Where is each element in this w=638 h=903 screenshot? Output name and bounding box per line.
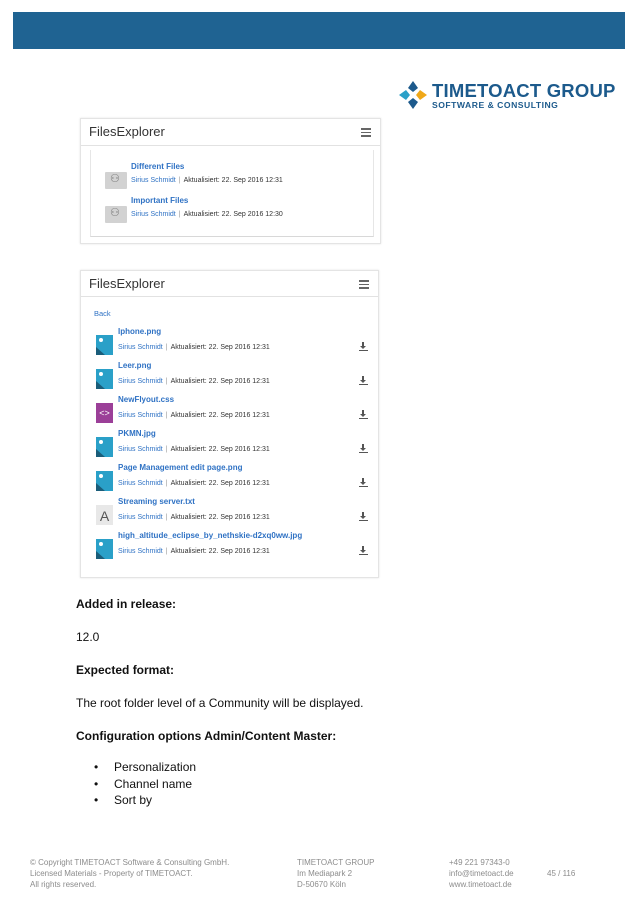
footer-copyright bbox=[30, 857, 229, 890]
footer-line: TIMETOACT GROUP bbox=[297, 858, 375, 867]
download-icon[interactable] bbox=[359, 478, 368, 487]
image-file-icon bbox=[96, 471, 113, 491]
image-file-icon bbox=[96, 539, 113, 559]
panel-divider bbox=[81, 296, 378, 297]
bullet-marker: • bbox=[94, 760, 99, 774]
expected-format-value: The root folder level of a Community will be displayed. bbox=[76, 696, 364, 710]
footer-line: © Copyright TIMETOACT Software & Consulting GmbH. bbox=[30, 858, 230, 867]
menu-icon[interactable] bbox=[361, 128, 371, 136]
updated-date: Aktualisiert: 22. Sep 2016 12:31 bbox=[170, 548, 270, 555]
updated-date: Aktualisiert: 22. Sep 2016 12:31 bbox=[170, 446, 270, 453]
panel-title: FilesExplorer bbox=[89, 124, 165, 139]
author-link[interactable]: Sirius Schmidt bbox=[131, 177, 176, 184]
folder-name[interactable]: Important Files bbox=[131, 196, 189, 205]
author-link[interactable]: Sirius Schmidt bbox=[118, 378, 163, 385]
file-meta: Sirius Schmidt | Aktualisiert: 22. Sep 2016 12:31 bbox=[118, 514, 270, 521]
file-meta: Sirius Schmidt | Aktualisiert: 22. Sep 2016 12:31 bbox=[118, 378, 270, 385]
company-logo bbox=[398, 80, 616, 110]
file-name[interactable]: Page Management edit page.png bbox=[118, 463, 243, 472]
back-link[interactable]: Back bbox=[94, 309, 111, 318]
author-link[interactable]: Sirius Schmidt bbox=[118, 446, 163, 453]
menu-icon[interactable] bbox=[359, 280, 369, 288]
header-bar bbox=[13, 12, 625, 49]
file-item[interactable] bbox=[96, 395, 368, 425]
file-item[interactable] bbox=[96, 463, 368, 493]
logo-tagline: SOFTWARE & CONSULTING bbox=[432, 100, 559, 110]
file-item[interactable] bbox=[96, 327, 368, 357]
download-icon[interactable] bbox=[359, 546, 368, 555]
download-icon[interactable] bbox=[359, 376, 368, 385]
updated-date: Aktualisiert: 22. Sep 2016 12:31 bbox=[183, 177, 283, 184]
file-name[interactable]: high_altitude_eclipse_by_nethskie-d2xq0ww.jpg bbox=[118, 531, 303, 540]
file-name[interactable]: Iphone.png bbox=[118, 327, 162, 336]
footer-line: info@timetoact.de bbox=[449, 869, 514, 878]
updated-date: Aktualisiert: 22. Sep 2016 12:31 bbox=[170, 480, 270, 487]
folder-icon bbox=[105, 206, 127, 223]
footer-line: www.timetoact.de bbox=[449, 880, 512, 889]
author-link[interactable]: Sirius Schmidt bbox=[118, 514, 163, 521]
updated-date: Aktualisiert: 22. Sep 2016 12:31 bbox=[170, 344, 270, 351]
footer-line: D-50670 Köln bbox=[297, 880, 346, 889]
download-icon[interactable] bbox=[359, 342, 368, 351]
code-file-icon: <> bbox=[96, 403, 113, 423]
author-link[interactable]: Sirius Schmidt bbox=[131, 211, 176, 218]
updated-date: Aktualisiert: 22. Sep 2016 12:31 bbox=[170, 378, 270, 385]
download-icon[interactable] bbox=[359, 512, 368, 521]
bullet-marker: • bbox=[94, 793, 99, 807]
file-meta: Sirius Schmidt | Aktualisiert: 22. Sep 2016 12:31 bbox=[118, 412, 270, 419]
footer-line: Im Mediapark 2 bbox=[297, 869, 353, 878]
author-link[interactable]: Sirius Schmidt bbox=[118, 412, 163, 419]
config-option-item: Channel name bbox=[114, 777, 193, 791]
folder-meta: Sirius Schmidt | Aktualisiert: 22. Sep 2016 12:30 bbox=[131, 211, 283, 218]
page-number: 45 / 116 bbox=[547, 869, 576, 878]
folder-icon bbox=[105, 172, 127, 189]
file-name[interactable]: Streaming server.txt bbox=[118, 497, 195, 506]
updated-date: Aktualisiert: 22. Sep 2016 12:31 bbox=[170, 514, 270, 521]
file-item[interactable] bbox=[96, 531, 368, 561]
author-link[interactable]: Sirius Schmidt bbox=[118, 548, 163, 555]
folder-name[interactable]: Different Files bbox=[131, 162, 185, 171]
file-name[interactable]: PKMN.jpg bbox=[118, 429, 156, 438]
added-in-release-label: Added in release: bbox=[76, 597, 177, 611]
folder-item[interactable] bbox=[105, 196, 315, 232]
image-file-icon bbox=[96, 369, 113, 389]
file-name[interactable]: Leer.png bbox=[118, 361, 152, 370]
file-meta: Sirius Schmidt | Aktualisiert: 22. Sep 2016 12:31 bbox=[118, 480, 270, 487]
updated-date: Aktualisiert: 22. Sep 2016 12:30 bbox=[183, 211, 283, 218]
footer-contact bbox=[449, 857, 514, 890]
added-in-release-value: 12.0 bbox=[76, 630, 100, 644]
expected-format-label: Expected format: bbox=[76, 663, 175, 677]
download-icon[interactable] bbox=[359, 444, 368, 453]
config-options-label: Configuration options Admin/Content Master: bbox=[76, 729, 337, 743]
author-link[interactable]: Sirius Schmidt bbox=[118, 344, 163, 351]
panel-title: FilesExplorer bbox=[89, 276, 165, 291]
logo-mark-icon bbox=[398, 80, 428, 110]
author-link[interactable]: Sirius Schmidt bbox=[118, 480, 163, 487]
file-item[interactable] bbox=[96, 497, 368, 527]
footer-address bbox=[297, 857, 375, 890]
footer-line: All rights reserved. bbox=[30, 880, 97, 889]
folder-item[interactable] bbox=[105, 162, 315, 198]
folder-meta: Sirius Schmidt | Aktualisiert: 22. Sep 2016 12:31 bbox=[131, 177, 283, 184]
file-name[interactable]: NewFlyout.css bbox=[118, 395, 175, 404]
bullet-marker: • bbox=[94, 777, 99, 791]
file-meta: Sirius Schmidt | Aktualisiert: 22. Sep 2016 12:31 bbox=[118, 344, 270, 351]
config-option-item: Personalization bbox=[114, 760, 197, 774]
image-file-icon bbox=[96, 437, 113, 457]
folder-list bbox=[90, 150, 374, 237]
files-explorer-panel-root bbox=[80, 118, 381, 244]
config-option-item: Sort by bbox=[114, 793, 153, 807]
files-explorer-panel-folder bbox=[80, 270, 379, 578]
footer-line: Licensed Materials - Property of TIMETOACT. bbox=[30, 869, 193, 878]
file-item[interactable] bbox=[96, 361, 368, 391]
panel-divider bbox=[81, 145, 380, 146]
text-file-icon: A bbox=[96, 505, 113, 525]
logo-name: TIMETOACT GROUP bbox=[432, 80, 616, 101]
download-icon[interactable] bbox=[359, 410, 368, 419]
file-meta: Sirius Schmidt | Aktualisiert: 22. Sep 2016 12:31 bbox=[118, 446, 270, 453]
updated-date: Aktualisiert: 22. Sep 2016 12:31 bbox=[170, 412, 270, 419]
file-item[interactable] bbox=[96, 429, 368, 459]
footer-line: +49 221 97343-0 bbox=[449, 858, 510, 867]
image-file-icon bbox=[96, 335, 113, 355]
file-meta: Sirius Schmidt | Aktualisiert: 22. Sep 2016 12:31 bbox=[118, 548, 270, 555]
